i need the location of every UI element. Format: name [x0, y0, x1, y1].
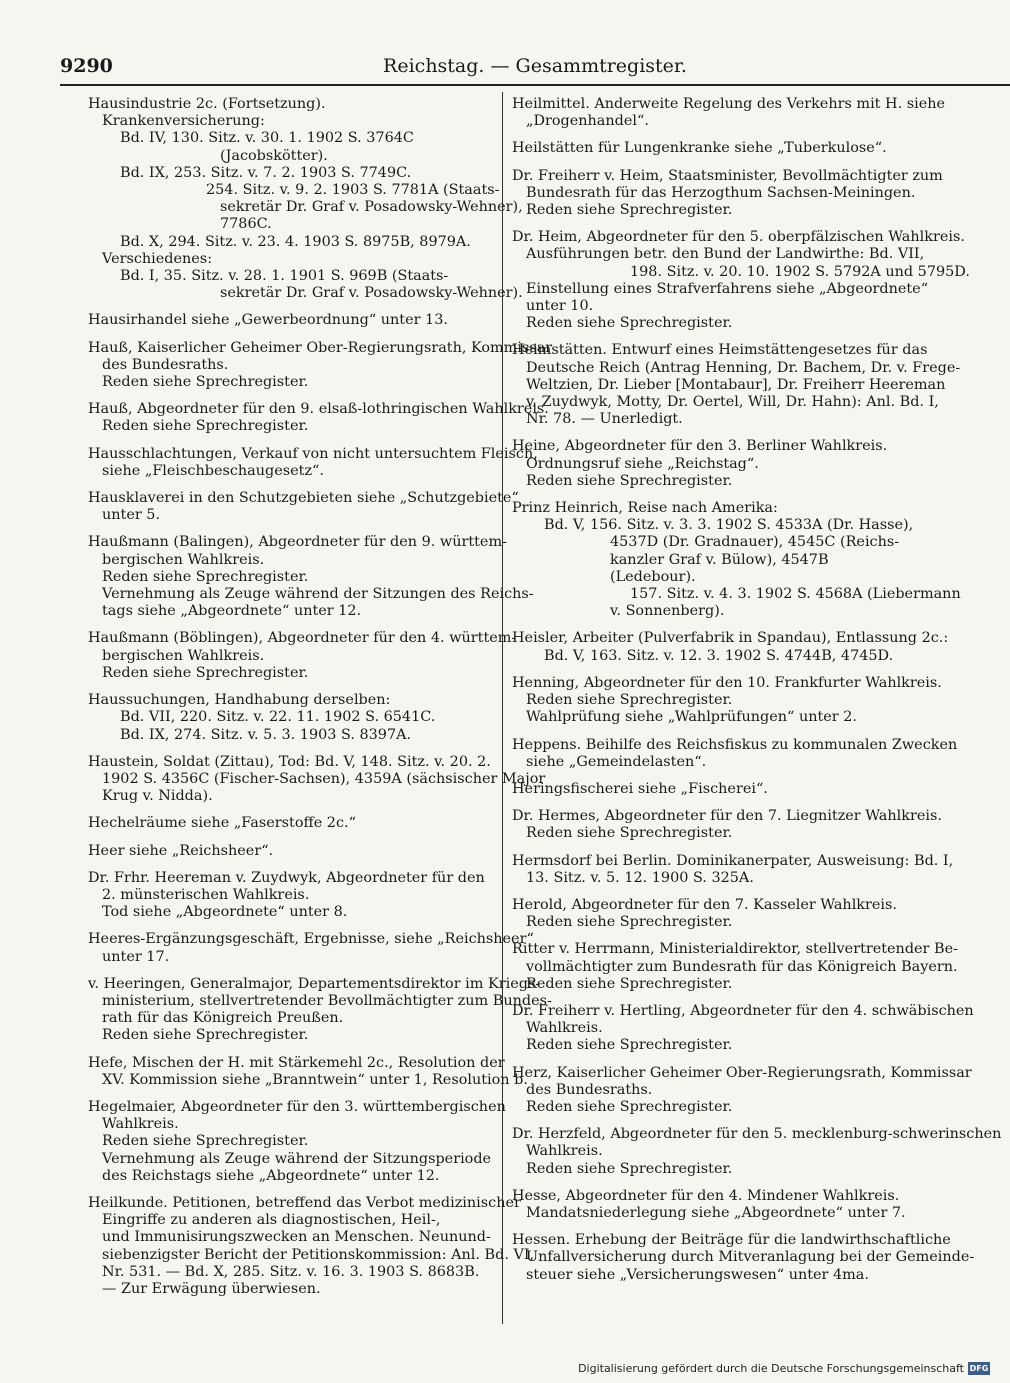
entry-line: 254. Sitz. v. 9. 2. 1903 S. 7781A (Staats-: [206, 182, 500, 199]
index-entry: [512, 1232, 975, 1284]
entry-heading-line: Hausindustrie 2c. (Fortsetzung).: [88, 96, 326, 112]
entry-line: des Bundesraths.: [102, 356, 229, 373]
entry-heading-line: Heilstätten für Lungenkranke siehe „Tuberkulose“.: [512, 140, 887, 157]
index-entry: [88, 96, 523, 302]
entry-line: Reden siehe Sprechregister.: [526, 692, 733, 709]
entry-line: Bd. V, 163. Sitz. v. 12. 3. 1902 S. 4744B, 4745D.: [544, 647, 894, 664]
entry-line: Reden siehe Sprechregister.: [526, 1037, 733, 1054]
entry-line: 198. Sitz. v. 20. 10. 1902 S. 5792A und 5795D.: [630, 263, 970, 280]
entry-line: Wahlkreis.: [526, 1020, 603, 1037]
entry-line: Verschiedenes:: [102, 250, 213, 267]
index-entry: [88, 843, 496, 860]
entry-heading-line: Hausirhandel siehe „Gewerbeordnung“ unter 13.: [88, 312, 448, 329]
entry-line: „Drogenhandel“.: [526, 113, 649, 130]
index-entry: [88, 445, 538, 480]
index-entry: [512, 852, 954, 887]
entry-heading-line: Hegelmaier, Abgeordneter für den 3. württembergischen: [88, 1098, 506, 1115]
entry-heading-line: v. Heeringen, Generalmajor, Departementsdirektor im Kriegs-: [88, 975, 541, 992]
dfg-logo: DFG: [969, 1364, 989, 1373]
index-entry: [512, 96, 946, 130]
entry-line: Reden siehe Sprechregister.: [102, 418, 309, 435]
entry-line: Reden siehe Sprechregister.: [102, 568, 309, 585]
entry-line: Tod siehe „Abgeordnete“ unter 8.: [102, 904, 348, 921]
entry-line: rath für das Königreich Preußen.: [102, 1010, 344, 1027]
entry-line: Ausführungen betr. den Bund der Landwirthe: Bd. VII,: [526, 246, 925, 263]
entry-line: vollmächtigter zum Bundesrath für das Königreich Bayern.: [526, 958, 958, 975]
entry-line: v. Sonnenberg).: [610, 603, 725, 620]
entry-line: Reden siehe Sprechregister.: [526, 975, 733, 992]
entry-line: Bd. IX, 253. Sitz. v. 7. 2. 1903 S. 7749C.: [120, 164, 412, 181]
entry-line: Krug v. Nidda).: [102, 788, 213, 805]
entry-line: 2. münsterischen Wahlkreis.: [102, 886, 310, 903]
entry-heading-line: Heilmittel. Anderweite Regelung des Verkehrs mit H. siehe: [512, 96, 946, 112]
entry-line: Weltzien, Dr. Lieber [Montabaur], Dr. Freiherr Heereman: [526, 376, 946, 393]
entry-line: siebenzigster Bericht der Petitionskommission: Anl. Bd. VI,: [102, 1246, 535, 1263]
index-entry: [512, 897, 927, 931]
right-column: [512, 96, 1002, 1294]
entry-line: — Zur Erwägung überwiesen.: [102, 1280, 321, 1297]
entry-line: 13. Sitz. v. 5. 12. 1900 S. 325A.: [526, 869, 754, 886]
index-entry: [88, 815, 496, 832]
entry-line: 4537D (Dr. Gradnauer), 4545C (Reichs-: [610, 534, 900, 551]
entry-line: (Jacobskötter).: [220, 147, 328, 164]
entry-line: unter 10.: [526, 298, 594, 315]
index-entry: [512, 1064, 972, 1117]
entry-heading-line: Dr. Heim, Abgeordneter für den 5. oberpfälzischen Wahlkreis.: [512, 229, 965, 246]
entry-line: Nr. 531. — Bd. X, 285. Sitz. v. 16. 3. 1903 S. 8683B.: [102, 1263, 480, 1280]
entry-heading-line: Ritter v. Herrmann, Ministerialdirektor, stellvertretender Be-: [512, 941, 958, 958]
index-entry: [512, 781, 927, 798]
page-number: 9290: [60, 55, 113, 77]
entry-heading-line: Haussuchungen, Handhabung derselben:: [88, 692, 391, 709]
entry-heading-line: Hauß, Kaiserlicher Geheimer Ober-Regierungsrath, Kommissar: [88, 339, 553, 356]
index-entry: [88, 1194, 535, 1298]
index-entry: [512, 167, 943, 220]
entry-heading-line: Heine, Abgeordneter für den 3. Berliner Wahlkreis.: [512, 438, 888, 455]
entry-line: Reden siehe Sprechregister.: [526, 472, 733, 489]
entry-heading-line: Dr. Freiherr v. Heim, Staatsminister, Bevollmächtigter zum: [512, 167, 943, 184]
entry-line: Ordnungsruf siehe „Reichstag“.: [526, 455, 759, 472]
entry-line: Wahlkreis.: [526, 1143, 603, 1160]
entry-line: 1902 S. 4356C (Fischer-Sachsen), 4359A (sächsischer Major: [102, 770, 546, 787]
index-entry: [512, 736, 958, 771]
entry-line: Nr. 78. — Unerledigt.: [526, 411, 683, 428]
entry-heading-line: Hesse, Abgeordneter für den 4. Mindener Wahlkreis.: [512, 1187, 900, 1204]
index-entry: [512, 500, 961, 620]
index-entry: [512, 438, 927, 490]
index-entry: [88, 339, 553, 392]
entry-line: Krankenversicherung:: [102, 113, 265, 130]
index-entry: [512, 808, 942, 842]
entry-line: v. Zuydwyk, Motty, Dr. Oertel, Will, Dr. Hahn): Anl. Bd. I,: [526, 394, 939, 411]
entry-line: des Bundesraths.: [526, 1081, 653, 1098]
entry-line: und Immunisirungszwecken an Menschen. Neunund-: [102, 1229, 491, 1246]
entry-line: Wahlkreis.: [102, 1116, 179, 1133]
entry-line: Unfallversicherung durch Mitveranlagung bei der Gemeinde-: [526, 1249, 975, 1266]
entry-line: bergischen Wahlkreis.: [102, 647, 265, 664]
entry-line: Vernehmung als Zeuge während der Sitzungen des Reichs-: [102, 586, 534, 603]
index-entry: [512, 342, 961, 428]
entry-heading-line: Haußmann (Böblingen), Abgeordneter für den 4. württem-: [88, 630, 517, 647]
index-entry: [88, 630, 517, 682]
entry-line: Reden siehe Sprechregister.: [526, 825, 733, 842]
entry-line: Mandatsniederlegung siehe „Abgeordnete“ unter 7.: [526, 1204, 906, 1221]
header-rule: [60, 84, 1010, 86]
entry-line: unter 5.: [102, 507, 161, 524]
index-entry: [88, 534, 534, 620]
column-divider: [502, 92, 503, 1324]
index-entry: [88, 753, 546, 806]
entry-line: Bd. IX, 274. Sitz. v. 5. 3. 1903 S. 8397A.: [120, 726, 412, 743]
index-entry: [512, 1002, 974, 1055]
entry-heading-line: Heppens. Beihilfe des Reichsfiskus zu kommunalen Zwecken: [512, 736, 958, 753]
index-entry: [88, 1098, 506, 1185]
index-entry: [88, 692, 496, 744]
entry-line: Vernehmung als Zeuge während der Sitzungsperiode: [102, 1150, 492, 1167]
entry-line: Bd. VII, 220. Sitz. v. 22. 11. 1902 S. 6541C.: [120, 709, 436, 726]
entry-line: Bd. IV, 130. Sitz. v. 30. 1. 1902 S. 3764C: [120, 130, 414, 147]
entry-line: Bd. V, 156. Sitz. v. 3. 3. 1902 S. 4533A (Dr. Hasse),: [544, 517, 914, 534]
index-entry: [512, 229, 970, 332]
entry-heading-line: Hermsdorf bei Berlin. Dominikanerpater, Ausweisung: Bd. I,: [512, 852, 954, 869]
entry-heading-line: Prinz Heinrich, Reise nach Amerika:: [512, 500, 778, 517]
entry-line: des Reichstags siehe „Abgeordnete“ unter 12.: [102, 1167, 440, 1184]
page-header: [60, 55, 1010, 81]
footer: [578, 1362, 990, 1375]
entry-line: Bd. I, 35. Sitz. v. 28. 1. 1901 S. 969B (Staats-: [120, 268, 449, 285]
entry-line: sekretär Dr. Graf v. Posadowsky-Wehner).: [220, 285, 523, 302]
entry-line: Reden siehe Sprechregister.: [102, 1027, 309, 1044]
entry-line: kanzler Graf v. Bülow), 4547B: [610, 551, 829, 568]
entry-line: XV. Kommission siehe „Branntwein“ unter 1, Resolution b.: [102, 1071, 528, 1088]
index-entry: [88, 401, 549, 435]
index-entry: [88, 975, 552, 1045]
entry-heading-line: Hessen. Erhebung der Beiträge für die landwirthschaftliche: [512, 1232, 951, 1249]
entry-line: steuer siehe „Versicherungswesen“ unter 4ma.: [526, 1266, 869, 1283]
running-title: Reichstag. — Gesammtregister.: [383, 55, 687, 77]
entry-line: Einstellung eines Strafverfahrens siehe „Abgeordnete“: [526, 280, 929, 297]
entry-heading-line: Haußmann (Balingen), Abgeordneter für den 9. württem-: [88, 534, 507, 551]
entry-line: siehe „Gemeindelasten“.: [526, 753, 707, 770]
entry-heading-line: Dr. Frhr. Heereman v. Zuydwyk, Abgeordneter für den: [88, 869, 485, 886]
entry-heading-line: Hefe, Mischen der H. mit Stärkemehl 2c., Resolution der: [88, 1054, 505, 1071]
entry-line: Wahlprüfung siehe „Wahlprüfungen“ unter 2.: [526, 709, 857, 726]
entry-line: Reden siehe Sprechregister.: [102, 664, 309, 681]
entry-heading-line: Herold, Abgeordneter für den 7. Kasseler Wahlkreis.: [512, 896, 897, 913]
index-entry: [512, 1188, 927, 1222]
entry-line: Reden siehe Sprechregister.: [526, 1098, 733, 1115]
index-entry: [88, 490, 519, 524]
entry-line: Reden siehe Sprechregister.: [526, 315, 733, 332]
entry-line: Bd. X, 294. Sitz. v. 23. 4. 1903 S. 8975B, 8979A.: [120, 233, 471, 250]
entry-heading-line: Hausschlachtungen, Verkauf von nicht untersuchtem Fleisch,: [88, 445, 538, 462]
entry-line: bergischen Wahlkreis.: [102, 551, 265, 568]
entry-heading-line: Dr. Freiherr v. Hertling, Abgeordneter für den 4. schwäbischen: [512, 1002, 974, 1019]
entry-line: Reden siehe Sprechregister.: [102, 1133, 309, 1150]
entry-line: unter 17.: [102, 948, 170, 965]
entry-heading-line: Dr. Hermes, Abgeordneter für den 7. Liegnitzer Wahlkreis.: [512, 808, 942, 825]
entry-heading-line: Henning, Abgeordneter für den 10. Frankfurter Wahlkreis.: [512, 674, 942, 691]
entry-line: sekretär Dr. Graf v. Posadowsky-Wehner),: [220, 199, 523, 216]
entry-heading-line: Haustein, Soldat (Zittau), Tod: Bd. V, 148. Sitz. v. 20. 2.: [88, 753, 491, 770]
index-entry: [512, 630, 949, 664]
entry-line: siehe „Fleischbeschaugesetz“.: [102, 462, 324, 479]
entry-heading-line: Hechelräume siehe „Faserstoffe 2c.“: [88, 815, 356, 832]
index-entry: [512, 941, 958, 993]
entry-line: ministerium, stellvertretender Bevollmächtigter zum Bundes-: [102, 992, 552, 1009]
entry-line: Reden siehe Sprechregister.: [102, 374, 309, 391]
index-entry: [88, 931, 534, 965]
entry-line: Reden siehe Sprechregister.: [526, 202, 733, 219]
entry-heading-line: Heeres-Ergänzungsgeschäft, Ergebnisse, siehe „Reichsheer“: [88, 931, 534, 948]
entry-heading-line: Dr. Herzfeld, Abgeordneter für den 5. mecklenburg-schwerinschen: [512, 1126, 1002, 1143]
entry-line: Bundesrath für das Herzogthum Sachsen-Meiningen.: [526, 184, 916, 201]
index-entry: [512, 674, 942, 727]
entry-line: Eingriffe zu anderen als diagnostischen, Heil-,: [102, 1212, 441, 1229]
entry-line: Deutsche Reich (Antrag Henning, Dr. Bachem, Dr. v. Frege-: [526, 359, 961, 376]
entry-heading-line: Heer siehe „Reichsheer“.: [88, 842, 274, 859]
index-entry: [88, 870, 496, 922]
entry-heading-line: Hauß, Abgeordneter für den 9. elsaß-lothringischen Wahlkreis.: [88, 401, 549, 418]
entry-heading-line: Heringsfischerei siehe „Fischerei“.: [512, 780, 768, 797]
index-entry: [88, 312, 496, 329]
footer-credit: Digitalisierung gefördert durch die Deutsche Forschungsgemeinschaft: [578, 1362, 964, 1375]
entry-line: 7786C.: [220, 216, 272, 233]
entry-line: tags siehe „Abgeordnete“ unter 12.: [102, 603, 362, 620]
entry-heading-line: Herz, Kaiserlicher Geheimer Ober-Regierungsrath, Kommissar: [512, 1064, 972, 1081]
entry-line: 157. Sitz. v. 4. 3. 1902 S. 4568A (Liebermann: [630, 586, 961, 603]
entry-heading-line: Heisler, Arbeiter (Pulverfabrik in Spandau), Entlassung 2c.:: [512, 630, 949, 647]
entry-heading-line: Hausklaverei in den Schutzgebieten siehe „Schutzgebiete“: [88, 490, 519, 507]
entry-heading-line: Heilkunde. Petitionen, betreffend das Verbot medizinischer: [88, 1194, 521, 1211]
entry-line: Reden siehe Sprechregister.: [526, 914, 733, 931]
index-entry: [512, 140, 927, 157]
entry-line: (Ledebour).: [610, 568, 696, 585]
index-entry: [88, 1054, 528, 1089]
entry-line: Reden siehe Sprechregister.: [526, 1160, 733, 1177]
index-entry: [512, 1126, 1002, 1178]
left-column: [88, 96, 553, 1308]
entry-heading-line: Heimstätten. Entwurf eines Heimstättengesetzes für das: [512, 342, 928, 359]
